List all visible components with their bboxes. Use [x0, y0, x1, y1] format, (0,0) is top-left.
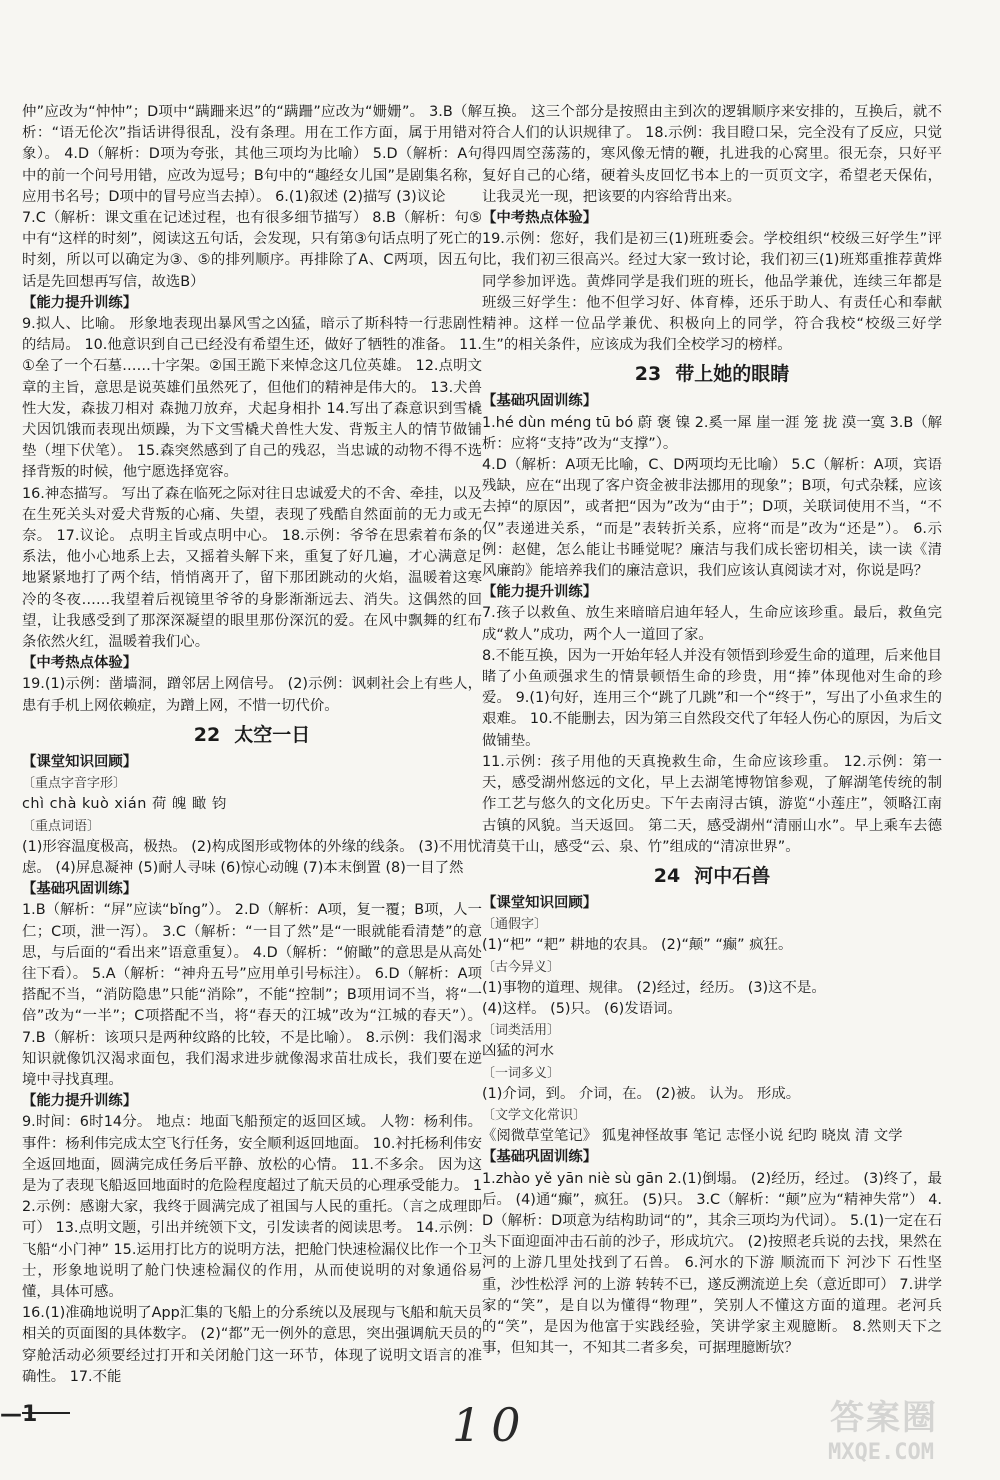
- section-heading: 【基础巩固训练】: [22, 881, 138, 898]
- section-heading: 【基础巩固训练】: [482, 393, 598, 410]
- answer-line: (1)介词，到。 介词，在。 (2)被。 认为。 形成。: [482, 1085, 801, 1102]
- paragraph: 仲”应改为“忡忡”；D项中“蹒跚来迟”的“蹒跚”应改为“姗姗”。 3.B（解析：“语无伦次”指话讲得很乱，没有条理。用在工作方面，属于用错对象）。 4.D（解析：D项为夸张，其他三项均为比喻） 5.D（解析：A句中的前一个问号用错，应改为逗号；B句中的“趣经女儿国”是剧集名称，应用书名号；D项中的冒号应当去掉）。 6.(1)叙述 (2)描写 (3)议论: [22, 104, 482, 205]
- section-heading: 【课堂知识回顾】: [22, 753, 138, 770]
- sub-heading: 〔文学文化常识〕: [482, 1107, 587, 1123]
- answer-line: (1)事物的道理、规律。 (2)经过，经历。 (3)这不是。: [482, 979, 826, 996]
- pinyin-line: chì chà kuò xián 荷 魄 瞰 钧: [22, 796, 227, 813]
- section-heading: 【中考热点体验】: [482, 210, 598, 227]
- page-number: —1: [0, 1402, 38, 1427]
- chapter-number: 24: [653, 864, 681, 887]
- paragraph: 11.示例：孩子用他的天真挽救生命，生命应该珍重。 12.示例：第一天，感受湖州悠远的文化，早上去湖笔博物馆参观，了解湖笔传统的制作工艺与悠久的文化历史。下午去南浔古镇，游览“小莲庄”，领略江南古镇的风貌。当天返回。 第二天，感受湖州“清丽山水”。早上乘车去德清莫干山，感受“云、泉、竹”组成的“清凉世界”。: [482, 753, 942, 855]
- right-column: [482, 102, 942, 1359]
- handwritten-page-number: 10: [452, 1398, 531, 1452]
- chapter-number: 23: [634, 363, 662, 386]
- answer-line: (1)“杷” “耙” 耕地的农具。 (2)“颠” “癫” 疯狂。: [482, 937, 793, 954]
- sub-heading: 〔通假字〕: [482, 917, 548, 933]
- sub-heading: 〔词类活用〕: [482, 1023, 561, 1039]
- answer-line: 凶猛的河水: [482, 1043, 554, 1060]
- paragraph: 9.时间：6时14分。 地点：地面飞船预定的返回区域。 人物：杨利伟。 事件：杨利伟完成太空飞行任务，安全顺利返回地面。 10.衬托杨利伟安全返回地面，圆满完成任务后平静、放松的心情。 11.不多余。 因为这是为了表现飞船返回地面时的危险程度超过了航天员的心理承受能力。 12.示例：感谢大家，我终于圆满完成了祖国与人民的重托。（言之成理即可） 13.点明文题，引出并统领下文，引发读者的阅读思考。 14.示例：飞船“小门神” 15.运用打比方的说明方法，把舱门快速检漏仪比作一个卫士，形象地说明了舱门快速检漏仪的作用，从而使说明的对象通俗易懂，具体可感。: [22, 1114, 482, 1300]
- sub-heading: 〔古今异义〕: [482, 959, 561, 975]
- paragraph: 9.拟人、比喻。 形象地表现出暴风雪之凶猛，暗示了斯科特一行悲剧性的结局。 10.他意识到自己已经没有希望生还，做好了牺牲的准备。 11.①垒了一个石墓……十字架。②国王跪下来悼念这几位英雄。 12.点明文章的主旨，意思是说英雄们虽然死了，但他们的精神是伟大的。 13.犬兽性大发，森拔刀相对 森抛刀放弃，犬起身相扑 14.写出了森意识到雪橇犬因饥饿而表现出烦躁，为下文雪橇犬兽性大发、背叛主人的情节做铺垫（埋下伏笔）。 15.森突然感到了自己的残忍，当忠诚的动物不得不选择背叛的时候，他宁愿选择宽容。: [22, 316, 482, 481]
- section-heading: 【课堂知识回顾】: [482, 894, 598, 911]
- paragraph: 8.不能互换，因为一开始年轻人并没有领悟到珍爱生命的道理，后来他目睹了小鱼顽强求生的情景顿悟生命的珍贵，用“捧”体现他对生命的珍爱。 9.(1)句好，连用三个“跳了几跳”和一个“终于”，写出了小鱼求生的艰难。 10.不能删去，因为第三自然段交代了年轻人伤心的原因，为后文做铺垫。: [482, 647, 942, 749]
- watermark-url: MXQE.COM: [828, 1440, 934, 1465]
- chapter-title-24: [482, 861, 942, 891]
- chapter-name: 河中石兽: [694, 864, 771, 887]
- paragraph: 1.hé dùn méng tū bó 蔚 褒 镍 2.奚一犀 崖一涯 笼 拢 漠一寞 3.B（解析：应将“支持”改为“支撑”）。: [482, 414, 942, 452]
- paragraph: 7.孩子以救鱼、放生来暗暗启迪年轻人，生命应该珍重。最后，救鱼完成“救人”成功，两个人一道回了家。: [482, 605, 942, 643]
- section-heading: 【能力提升训练】: [22, 294, 138, 311]
- paragraph: (1)形容温度极高，极热。 (2)构成图形或物体的外缘的线条。 (3)不用忧虑。 (4)屏息凝神 (5)耐人寻味 (6)惊心动魄 (7)本末倒置 (8)一目了然: [22, 838, 482, 876]
- paragraph: 4.D（解析：A项无比喻，C、D两项均无比喻） 5.C（解析：A项，宾语残缺，应在“出现了客户资金被非法挪用的现象”；B项，句式杂糅，应该去掉“的原因”，或者把“因为”改为“由于”；D项，关联词使用不当，“不仅”表递进关系，“而是”表转折关系，应将“而是”改为“还是”）。 6.示例：赵健，怎么能让书睡觉呢？廉洁与我们成长密切相关，读一读《清风廉韵》能培养我们的廉洁意识，我们应该认真阅读才对，你说是吗？: [482, 457, 942, 580]
- paragraph: 16.神态描写。 写出了森在临死之际对往日忠诚爱犬的不舍、牵挂，以及在生死关头对爱犬背叛的心痛、失望，表现了残酷自然面前的无力或无奈。 17.议论。 点明主旨或点明中心。 18.示例：爷爷在思索着布条的系法，他小心地系上去，又摇着头解下来，重复了好几遍，才心满意足地紧紧地打了两个结，悄悄离开了，留下那团跳动的火焰，温暖着这寒冷的冬夜……我望着后视镜里爷爷的身影渐渐远去、消失。这偶然的回望，让我感受到了那深深凝望的眼里那份深沉的爱。在风中飘舞的红布条依然火红，温暖着我们心。: [22, 485, 482, 651]
- sub-heading: 〔重点词语〕: [22, 818, 101, 834]
- section-heading: 【能力提升训练】: [22, 1093, 138, 1110]
- section-heading: 【中考热点体验】: [22, 655, 138, 672]
- chapter-title-23: [482, 359, 942, 389]
- sub-heading: 〔重点字音字形〕: [22, 776, 127, 792]
- section-heading: 【基础巩固训练】: [482, 1149, 598, 1166]
- left-column: [22, 102, 482, 1388]
- section-heading: 【能力提升训练】: [482, 584, 598, 601]
- paragraph: 16.(1)准确地说明了App汇集的飞船上的分系统以及展现与飞船和航天员相关的页面图的具体数字。 (2)“都”无一例外的意思，突出强调航天员的穿舱活动必须要经过打开和关闭舱门这一环节，体现了说明文语言的准确性。 17.不能: [22, 1305, 482, 1385]
- paragraph: 互换。 这三个部分是按照由主到次的逻辑顺序来安排的，互换后，就不符合人们的认识规律了。 18.示例：我目瞪口呆，完全没有了反应，只觉得四周空荡荡的，寒风像无情的鞭，扎进我的心窝里。很无奈，只好平复好自己的心绪，硬着头皮回忆书本上的一页页文字，希望老天保佑，让我灵光一现，把该要的内容给背出来。: [482, 104, 942, 205]
- paragraph: 7.C（解析：课文重在记述过程，也有很多细节描写） 8.B（解析：句⑤中有“这样的时刻”，阅读这五句话，会发现，只有第③句话点明了死亡的时刻，所以可以确定为③、⑤的排列顺序。再排除了A、C两项，因五句话是先回想再写信，故选B）: [22, 210, 482, 290]
- paragraph: 1.zhào yě yān niè sù gān 2.(1)倒塌。 (2)经历，经过。 (3)终了，最后。 (4)通“癫”，疯狂。 (5)只。 3.C（解析：“颠”应为“精神失常”） 4.D（解析：D项意为结构助词“的”，其余三项均为代词）。 5.(1)一定在石头下面迎面冲击石前的沙子，形成坑穴。 (2)按照老兵说的去找，果然在河的上游几里处找到了石兽。 6.河水的下游 顺流而下 河沙下 石性坚重，沙性松浮 河的上游 转转不已，遂反溯流逆上矣（意近即可） 7.讲学家的“笑”，是自以为懂得“物理”，笑别人不懂这方面的道理。老河兵的“笑”，是因为他富于实践经验，笑讲学家主观臆断。 8.然则天下之事，但知其一，不知其二者多矣，可据理臆断欤？: [482, 1170, 942, 1357]
- chapter-number: 22: [193, 723, 221, 746]
- paragraph: 19.(1)示例：凿墙洞，蹭邻居上网信号。 (2)示例：讽刺社会上有些人，患有手机上网依赖症，为蹭上网，不惜一切代价。: [22, 676, 482, 714]
- chapter-name: 太空一日: [234, 723, 311, 746]
- chapter-title-22: [22, 720, 482, 750]
- paragraph: 19.示例：您好，我们是初三(1)班班委会。学校组织“校级三好学生”评比，我们初三很高兴。经过大家一致讨论，我们初三(1)班郑重推荐黄烨同学参加评选。黄烨同学是我们班的班长，他品学兼优，连续三年都是班级三好学生：他不但学习好、体育棒，还乐于助人、有责任心和奉献精神。这样一位品学兼优、积极向上的同学，符合我校“校级三好学生”的相关条件，应该成为我们全校学习的榜样。: [482, 231, 942, 354]
- paragraph: 1.B（解析：“屏”应读“bǐng”）。 2.D（解析：A项，复一覆；B项，人一仁；C项，泄一泻）。 3.C（解析：“一目了然”是“一眼就能看清楚”的意思，与后面的“看出来”语意重复）。 4.D（解析：“俯瞰”的意思是从高处往下看）。 5.A（解析：“神舟五号”应用单引号标注）。 6.D（解析：A项搭配不当，“消防隐患”只能“消除”，不能“控制”；B项用词不当，将“一倍”改为“一半”；C项搭配不当，将“春天的江城”改为“江城的春天”）。 7.B（解析：该项只是两种纹路的比较，不是比喻）。 8.示例：我们渴求知识就像饥汉渴求面包，我们渴求进步就像渴求苗壮成长，我们要在逆境中寻找真理。: [22, 902, 482, 1088]
- answer-line: 《阅微草堂笔记》 狐鬼神怪故事 笔记 志怪小说 纪昀 晓岚 清 文学: [482, 1128, 903, 1145]
- watermark: [822, 1388, 982, 1472]
- sub-heading: 〔一词多义〕: [482, 1065, 561, 1081]
- watermark-title: 答案圈: [830, 1398, 938, 1438]
- answer-line: (4)这样。 (5)只。 (6)发语词。: [482, 1000, 682, 1017]
- chapter-name: 带上她的眼睛: [675, 363, 790, 386]
